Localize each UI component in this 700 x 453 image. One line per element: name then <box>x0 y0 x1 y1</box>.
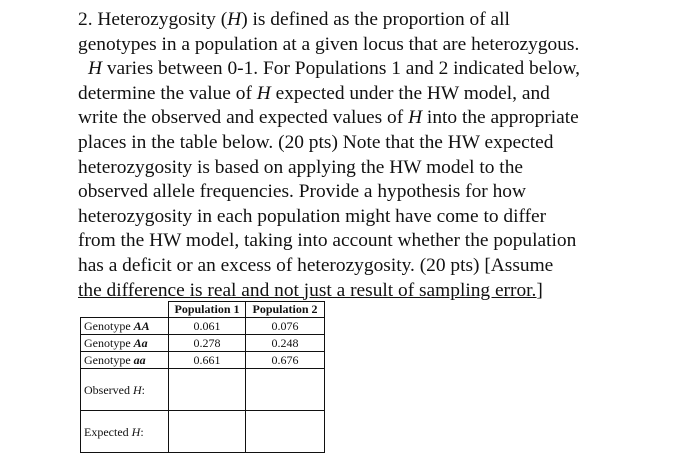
table-row-expected <box>81 411 325 453</box>
table-row-observed <box>81 369 325 411</box>
table-header-row <box>81 302 325 318</box>
table-row <box>81 352 325 369</box>
cell-pop1-Aa: 0.278 <box>169 335 246 352</box>
question-line-9: heterozygosity in each population might have come to differ <box>78 205 547 227</box>
question-line-6: places in the table below. (20 pts) Note that the HW expected <box>78 131 554 153</box>
question-line-3: H varies between 0-1. For Populations 1 and 2 indicated below, <box>88 58 581 80</box>
row-label-genotype-aa: Genotype aa <box>81 352 169 369</box>
question-line-8: observed allele frequencies. Provide a hypothesis for how <box>78 181 527 203</box>
cell-pop1-AA: 0.061 <box>169 318 246 335</box>
row-label-expected-h: Expected H: <box>81 411 169 453</box>
question-line-1: 2. Heterozygosity (H) is defined as the proportion of all <box>78 9 510 30</box>
cell-pop2-expected-h[interactable] <box>246 411 325 453</box>
question-line-11: has a deficit or an excess of heterozygosity. (20 pts) [Assume <box>78 254 554 276</box>
row-label-observed-h: Observed H: <box>81 369 169 411</box>
row-label-genotype-AA: Genotype AA <box>81 318 169 335</box>
table-row <box>81 318 325 335</box>
genotype-table <box>80 301 325 453</box>
question-line-7: heterozygosity is based on applying the HW model to the <box>78 156 523 178</box>
question-line-2: genotypes in a population at a given locus that are heterozygous. <box>78 33 580 55</box>
row-label-genotype-Aa: Genotype Aa <box>81 335 169 352</box>
question-text <box>78 8 623 303</box>
question-line-12: the difference is real and not just a result of sampling error.] <box>78 279 543 301</box>
table-corner-cell <box>81 302 169 318</box>
cell-pop2-observed-h[interactable] <box>246 369 325 411</box>
cell-pop2-Aa: 0.248 <box>246 335 325 352</box>
cell-pop2-aa: 0.676 <box>246 352 325 369</box>
question-line-10: from the HW model, taking into account whether the population <box>78 230 577 252</box>
cell-pop1-expected-h[interactable] <box>169 411 246 453</box>
table-row <box>81 335 325 352</box>
cell-pop1-aa: 0.661 <box>169 352 246 369</box>
question-line-4: determine the value of H expected under the HW model, and <box>78 82 550 104</box>
question-line-5: write the observed and expected values of H into the appropriate <box>78 107 579 129</box>
cell-pop1-observed-h[interactable] <box>169 369 246 411</box>
cell-pop2-AA: 0.076 <box>246 318 325 335</box>
header-population-2: Population 2 <box>246 302 325 318</box>
header-population-1: Population 1 <box>169 302 246 318</box>
